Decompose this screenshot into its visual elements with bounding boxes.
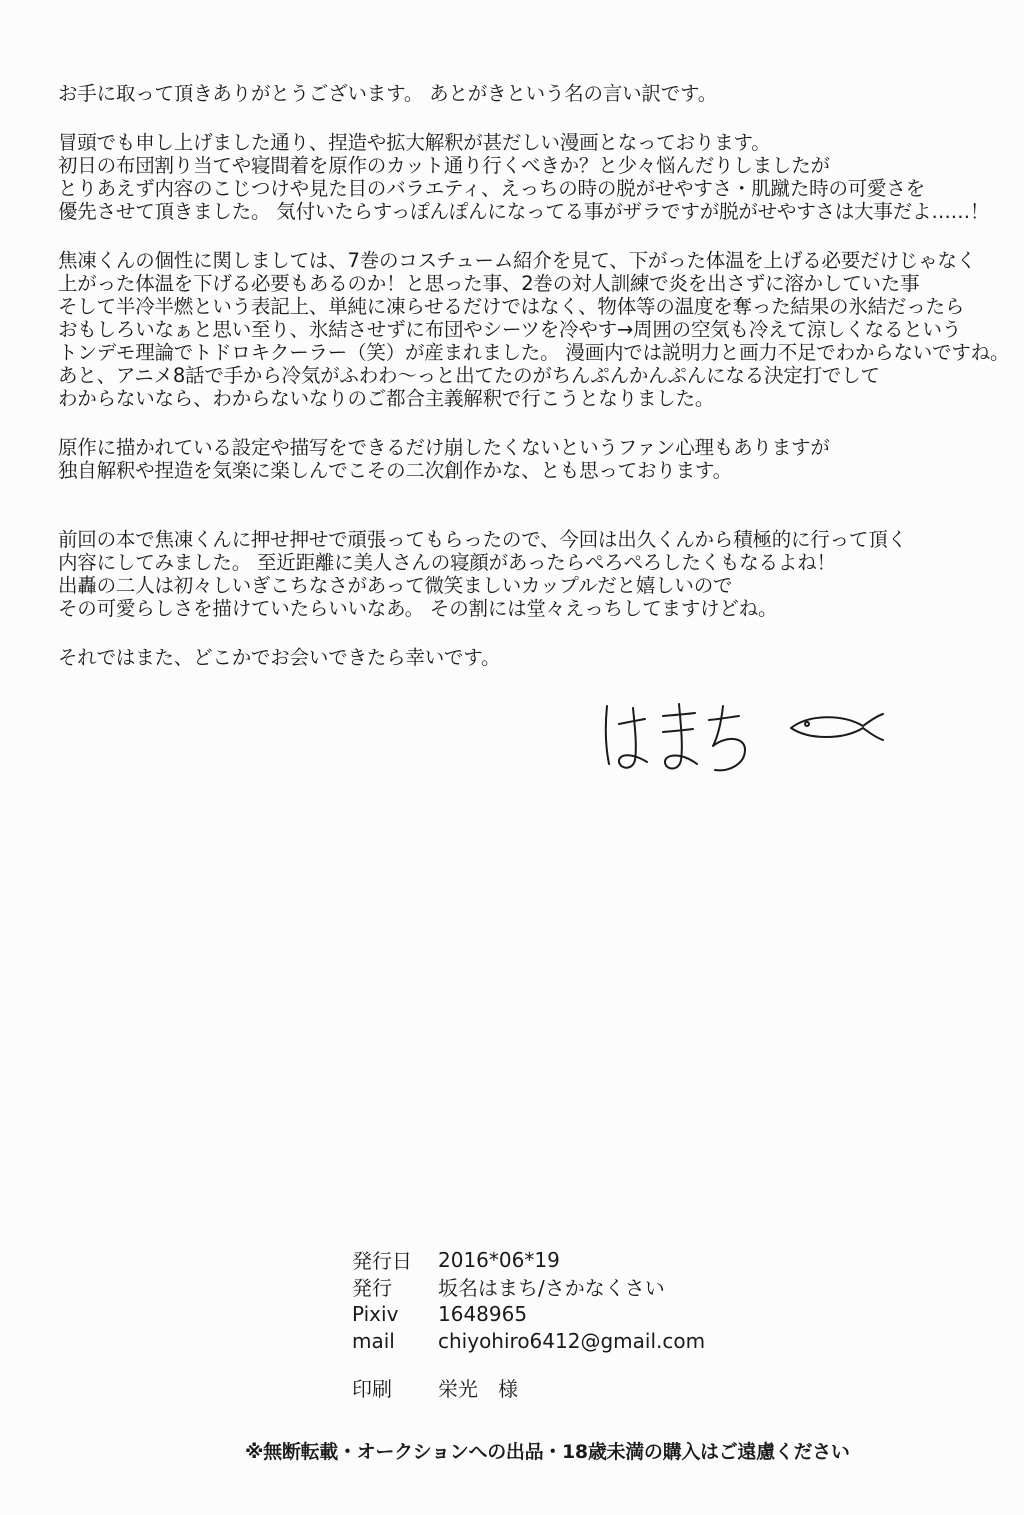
date-label: 発行日 — [352, 1249, 412, 1273]
paragraph — [58, 646, 988, 669]
text-line: 初日の布団割り当てや寝間着を原作のカット通り行くべきか？と少々悩んだりしましたが — [58, 154, 830, 177]
handwritten-signature — [595, 690, 895, 780]
text-line: 前回の本で焦凍くんに押せ押せで頑張ってもらったので、今回は出久くんから積極的に行って頂く — [58, 528, 907, 551]
text-line: それではまた、どこかでお会いできたら幸いです。 — [58, 646, 501, 669]
text-line: おもしろいなぁと思い至り、氷結させずに布団やシーツを冷やす→周囲の空気も冷えて涼しくなるという — [58, 318, 962, 341]
colophon-row-print — [352, 1374, 772, 1401]
text-line: そして半冷半燃という表記上、単純に凍らせるだけではなく、物体等の温度を奪った結果の氷結だったら — [58, 295, 965, 318]
colophon — [352, 1246, 772, 1401]
paragraph — [58, 131, 988, 223]
text-line: とりあえず内容のこじつけや見た目のバラエティ、えっちの時の脱がせやすさ・肌蹴た時の可愛さを — [58, 177, 925, 200]
pixiv-value: 1648965 — [438, 1301, 528, 1326]
text-line: お手に取って頂きありがとうございます。 あとがきという名の言い訳です。 — [58, 82, 718, 105]
text-line: 焦凍くんの個性に関しましては、7巻のコスチューム紹介を見て、下がった体温を上げる必要だけじゃなく — [58, 249, 976, 272]
fish-icon — [791, 714, 883, 740]
reprint-notice: ※無断転載・オークションへの出品・18歳未満の購入はご遠慮ください — [245, 1441, 850, 1463]
pixiv-label: Pixiv — [352, 1301, 399, 1326]
afterword-text — [58, 82, 1010, 695]
mail-value: chiyohiro6412@gmail.com — [438, 1328, 706, 1353]
date-value: 2016*06*19 — [438, 1247, 560, 1272]
mail-label: mail — [352, 1328, 395, 1353]
print-label: 印刷 — [352, 1377, 392, 1401]
text-line: 上がった体温を下げる必要もあるのか！と思った事、2巻の対人訓練で炎を出さずに溶かしていた事 — [58, 272, 920, 295]
text-line: 内容にしてみました。 至近距離に美人さんの寝顔があったらぺろぺろしたくもなるよね！ — [58, 551, 836, 574]
paragraph — [58, 249, 1010, 410]
publisher-label: 発行 — [352, 1276, 392, 1300]
text-line: 冒頭でも申し上げました通り、捏造や拡大解釈が甚だしい漫画となっております。 — [58, 131, 771, 154]
signature-drawing — [595, 690, 895, 780]
paragraph — [58, 82, 988, 105]
colophon-row-mail — [352, 1327, 772, 1354]
text-line: 優先させて頂きました。 気付いたらすっぽんぽんになってる事がザラですが脱がせやすさは大事だよ……！ — [58, 200, 990, 223]
text-line: 原作に描かれている設定や描写をできるだけ崩したくないというファン心理もありますが — [58, 436, 830, 459]
paragraph — [58, 436, 988, 482]
text-line: 出轟の二人は初々しいぎこちなさがあって微笑ましいカップルだと嬉しいので — [58, 574, 733, 597]
text-line: わからないなら、わからないなりのご都合主義解釈で行こうとなりました。 — [58, 387, 715, 410]
colophon-row-pixiv — [352, 1300, 772, 1327]
text-line: あと、アニメ8話で手から冷気がふわわ～っと出てたのがちんぷんかんぷんになる決定打でして — [58, 364, 880, 387]
colophon-row-date — [352, 1246, 772, 1273]
publisher-value: 坂名はまち/さかなくさい — [438, 1276, 665, 1300]
text-line: その可愛らしさを描けていたらいいなあ。 その割には堂々えっちしてますけどね。 — [58, 597, 778, 620]
text-line: トンデモ理論でトドロキクーラー（笑）が産まれました。 漫画内では説明力と画力不足でわからないですね。 — [58, 341, 1010, 364]
paragraph — [58, 528, 988, 620]
print-value: 栄光 様 — [438, 1377, 518, 1401]
colophon-row-publisher — [352, 1273, 772, 1300]
text-line: 独自解釈や捏造を気楽に楽しんでこその二次創作かな、とも思っております。 — [58, 459, 732, 482]
